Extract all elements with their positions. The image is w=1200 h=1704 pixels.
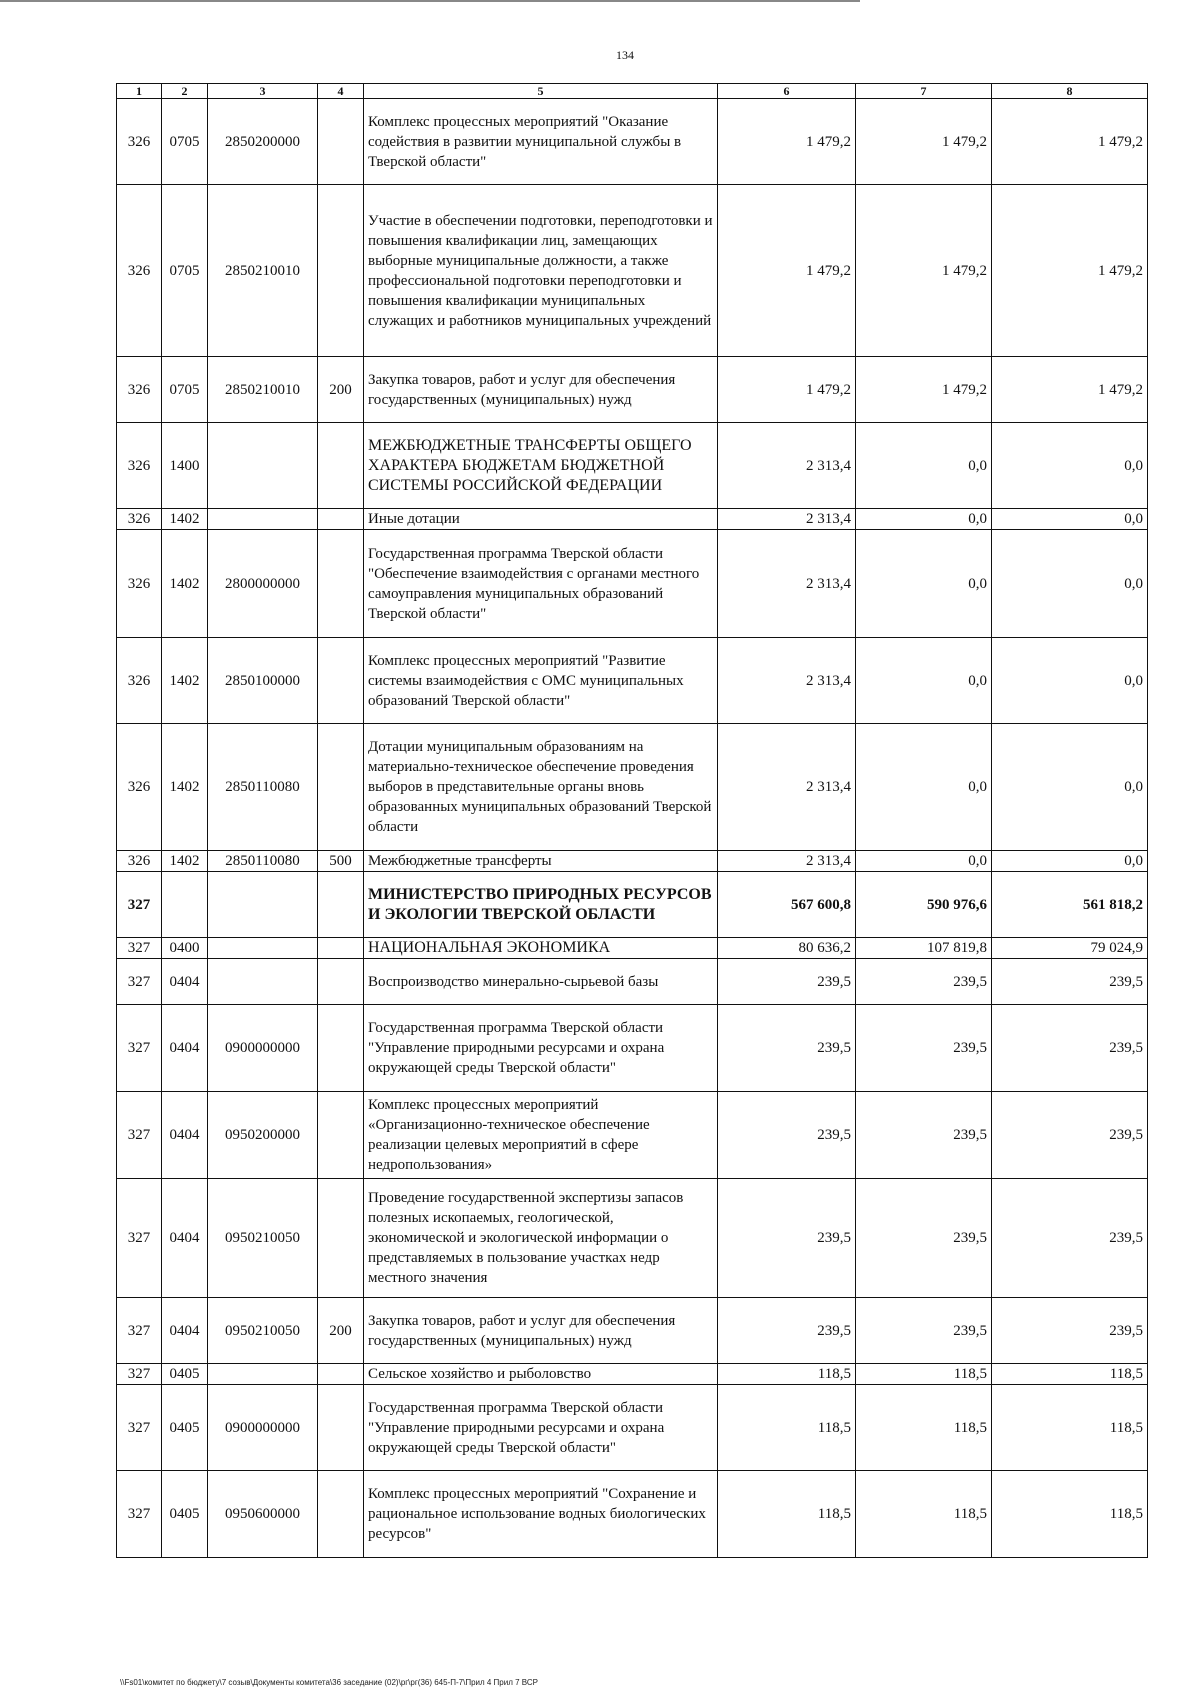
cell-target-code: 0950200000 — [208, 1092, 318, 1179]
cell-section-code: 0405 — [162, 1471, 208, 1558]
cell-expense-type — [318, 423, 364, 509]
cell-amount-1: 118,5 — [718, 1385, 856, 1471]
table-row — [117, 185, 1148, 357]
cell-section-code: 1402 — [162, 530, 208, 638]
cell-expense-type: 200 — [318, 357, 364, 423]
cell-admin-code: 327 — [117, 938, 162, 959]
cell-amount-1: 239,5 — [718, 1092, 856, 1179]
cell-amount-2: 1 479,2 — [856, 99, 992, 185]
header-cell: 6 — [718, 84, 856, 99]
cell-description: Закупка товаров, работ и услуг для обеспечения государственных (муниципальных) нужд — [364, 357, 718, 423]
cell-admin-code: 326 — [117, 638, 162, 724]
table-row — [117, 938, 1148, 959]
cell-amount-2: 0,0 — [856, 423, 992, 509]
cell-target-code: 2850110080 — [208, 851, 318, 872]
cell-amount-2: 118,5 — [856, 1471, 992, 1558]
cell-expense-type — [318, 1385, 364, 1471]
cell-description: Иные дотации — [364, 509, 718, 530]
header-cell: 8 — [992, 84, 1148, 99]
table-row — [117, 509, 1148, 530]
cell-description: Проведение государственной экспертизы запасов полезных ископаемых, геологической, экономической и экологической информации о представляемых в пользование участках недр местного значения — [364, 1179, 718, 1298]
cell-amount-2: 118,5 — [856, 1364, 992, 1385]
cell-description: Сельское хозяйство и рыболовство — [364, 1364, 718, 1385]
cell-expense-type — [318, 530, 364, 638]
cell-admin-code: 327 — [117, 1385, 162, 1471]
cell-amount-1: 1 479,2 — [718, 357, 856, 423]
cell-description: МИНИСТЕРСТВО ПРИРОДНЫХ РЕСУРСОВ И ЭКОЛОГИИ ТВЕРСКОЙ ОБЛАСТИ — [364, 872, 718, 938]
cell-amount-3: 239,5 — [992, 1179, 1148, 1298]
cell-amount-2: 107 819,8 — [856, 938, 992, 959]
cell-description: Дотации муниципальным образованиям на материально-техническое обеспечение проведения выборов в представительные органы вновь образованных муниципальных образований Тверской области — [364, 724, 718, 851]
cell-target-code — [208, 509, 318, 530]
table-row — [117, 1471, 1148, 1558]
cell-expense-type — [318, 959, 364, 1005]
cell-target-code: 2850200000 — [208, 99, 318, 185]
cell-expense-type: 500 — [318, 851, 364, 872]
cell-admin-code: 327 — [117, 1298, 162, 1364]
cell-expense-type: 200 — [318, 1298, 364, 1364]
cell-description: Комплекс процессных мероприятий "Развитие системы взаимодействия с ОМС муниципальных образований Тверской области" — [364, 638, 718, 724]
cell-admin-code: 327 — [117, 1364, 162, 1385]
cell-amount-2: 239,5 — [856, 1179, 992, 1298]
cell-description: Комплекс процессных мероприятий "Сохранение и рациональное использование водных биологических ресурсов" — [364, 1471, 718, 1558]
cell-amount-3: 239,5 — [992, 1005, 1148, 1092]
cell-section-code: 0705 — [162, 99, 208, 185]
cell-amount-2: 590 976,6 — [856, 872, 992, 938]
table-row — [117, 959, 1148, 1005]
cell-target-code — [208, 938, 318, 959]
page-number: 134 — [616, 48, 634, 62]
cell-amount-2: 0,0 — [856, 851, 992, 872]
cell-section-code: 0404 — [162, 959, 208, 1005]
cell-section-code: 1400 — [162, 423, 208, 509]
table-row — [117, 99, 1148, 185]
cell-target-code: 2850210010 — [208, 185, 318, 357]
cell-target-code: 2850210010 — [208, 357, 318, 423]
cell-admin-code: 326 — [117, 423, 162, 509]
cell-description: Межбюджетные трансферты — [364, 851, 718, 872]
cell-amount-1: 239,5 — [718, 1298, 856, 1364]
cell-amount-1: 2 313,4 — [718, 851, 856, 872]
cell-expense-type — [318, 724, 364, 851]
cell-expense-type — [318, 938, 364, 959]
cell-amount-2: 118,5 — [856, 1385, 992, 1471]
cell-section-code: 0400 — [162, 938, 208, 959]
header-cell: 4 — [318, 84, 364, 99]
cell-section-code: 1402 — [162, 509, 208, 530]
cell-amount-1: 118,5 — [718, 1364, 856, 1385]
cell-section-code: 0404 — [162, 1005, 208, 1092]
scan-edge-line — [0, 0, 860, 2]
cell-amount-2: 1 479,2 — [856, 185, 992, 357]
cell-expense-type — [318, 1092, 364, 1179]
cell-target-code: 2850110080 — [208, 724, 318, 851]
table-row — [117, 1385, 1148, 1471]
cell-expense-type — [318, 1179, 364, 1298]
cell-description: Государственная программа Тверской области "Управление природными ресурсами и охрана окружающей среды Тверской области" — [364, 1385, 718, 1471]
table-row — [117, 1364, 1148, 1385]
cell-admin-code: 327 — [117, 1179, 162, 1298]
cell-amount-3: 0,0 — [992, 423, 1148, 509]
table-row — [117, 1092, 1148, 1179]
table-row — [117, 423, 1148, 509]
cell-amount-1: 239,5 — [718, 1179, 856, 1298]
cell-amount-1: 239,5 — [718, 1005, 856, 1092]
table-row — [117, 724, 1148, 851]
cell-target-code: 2800000000 — [208, 530, 318, 638]
cell-description: НАЦИОНАЛЬНАЯ ЭКОНОМИКА — [364, 938, 718, 959]
table-row — [117, 872, 1148, 938]
cell-amount-3: 118,5 — [992, 1385, 1148, 1471]
cell-amount-3: 118,5 — [992, 1364, 1148, 1385]
cell-amount-2: 0,0 — [856, 509, 992, 530]
cell-admin-code: 326 — [117, 509, 162, 530]
cell-admin-code: 326 — [117, 357, 162, 423]
cell-amount-3: 239,5 — [992, 1092, 1148, 1179]
cell-description: Закупка товаров, работ и услуг для обеспечения государственных (муниципальных) нужд — [364, 1298, 718, 1364]
budget-table — [116, 83, 1148, 1558]
cell-section-code: 1402 — [162, 638, 208, 724]
cell-target-code — [208, 959, 318, 1005]
cell-expense-type — [318, 1471, 364, 1558]
cell-expense-type — [318, 1364, 364, 1385]
table-row — [117, 638, 1148, 724]
cell-amount-3: 0,0 — [992, 530, 1148, 638]
cell-expense-type — [318, 872, 364, 938]
cell-amount-3: 239,5 — [992, 959, 1148, 1005]
cell-target-code: 2850100000 — [208, 638, 318, 724]
cell-description: Государственная программа Тверской области "Обеспечение взаимодействия с органами местного самоуправления муниципальных образований Тверской области" — [364, 530, 718, 638]
table-row — [117, 851, 1148, 872]
cell-amount-3: 1 479,2 — [992, 185, 1148, 357]
cell-section-code — [162, 872, 208, 938]
cell-section-code: 0705 — [162, 357, 208, 423]
cell-description: Государственная программа Тверской области "Управление природными ресурсами и охрана окружающей среды Тверской области" — [364, 1005, 718, 1092]
cell-amount-1: 118,5 — [718, 1471, 856, 1558]
cell-amount-1: 80 636,2 — [718, 938, 856, 959]
cell-target-code — [208, 1364, 318, 1385]
cell-description: Участие в обеспечении подготовки, переподготовки и повышения квалификации лиц, замещающих выборные муниципальные должности, а также профессиональной подготовки переподготовки и повышения квалификации муниципальных служащих и работников муниципальных учреждений — [364, 185, 718, 357]
cell-amount-2: 239,5 — [856, 959, 992, 1005]
header-cell: 7 — [856, 84, 992, 99]
cell-admin-code: 327 — [117, 959, 162, 1005]
cell-section-code: 1402 — [162, 851, 208, 872]
cell-section-code: 1402 — [162, 724, 208, 851]
cell-amount-2: 0,0 — [856, 724, 992, 851]
cell-description: МЕЖБЮДЖЕТНЫЕ ТРАНСФЕРТЫ ОБЩЕГО ХАРАКТЕРА БЮДЖЕТАМ БЮДЖЕТНОЙ СИСТЕМЫ РОССИЙСКОЙ ФЕДЕРАЦИИ — [364, 423, 718, 509]
cell-expense-type — [318, 1005, 364, 1092]
cell-amount-3: 0,0 — [992, 509, 1148, 530]
cell-expense-type — [318, 99, 364, 185]
cell-amount-2: 239,5 — [856, 1298, 992, 1364]
cell-expense-type — [318, 509, 364, 530]
cell-amount-3: 1 479,2 — [992, 99, 1148, 185]
table-row — [117, 530, 1148, 638]
header-cell: 5 — [364, 84, 718, 99]
table-row — [117, 1179, 1148, 1298]
cell-amount-1: 2 313,4 — [718, 638, 856, 724]
cell-amount-2: 0,0 — [856, 530, 992, 638]
cell-amount-3: 0,0 — [992, 638, 1148, 724]
cell-amount-1: 2 313,4 — [718, 724, 856, 851]
cell-section-code: 0404 — [162, 1298, 208, 1364]
cell-expense-type — [318, 185, 364, 357]
header-cell: 2 — [162, 84, 208, 99]
cell-amount-3: 118,5 — [992, 1471, 1148, 1558]
cell-amount-3: 0,0 — [992, 851, 1148, 872]
cell-description: Комплекс процессных мероприятий «Организационно-техническое обеспечение реализации целевых мероприятий в сфере недропользования» — [364, 1092, 718, 1179]
cell-admin-code: 326 — [117, 724, 162, 851]
cell-admin-code: 326 — [117, 851, 162, 872]
cell-expense-type — [318, 638, 364, 724]
cell-description: Воспроизводство минерально-сырьевой базы — [364, 959, 718, 1005]
cell-admin-code: 327 — [117, 872, 162, 938]
file-path-footer: \\Fs01\комитет по бюджету\7 созыв\Документы комитета\36 заседание (02)\рг\рг(36) 645-П-7\Прил 4 Прил 7 ВСР — [120, 1678, 538, 1687]
cell-target-code: 0950210050 — [208, 1179, 318, 1298]
header-cell: 3 — [208, 84, 318, 99]
cell-amount-3: 239,5 — [992, 1298, 1148, 1364]
table-header-row — [117, 84, 1148, 99]
table-row — [117, 357, 1148, 423]
cell-target-code: 0950600000 — [208, 1471, 318, 1558]
cell-admin-code: 326 — [117, 530, 162, 638]
cell-amount-1: 2 313,4 — [718, 509, 856, 530]
cell-amount-3: 561 818,2 — [992, 872, 1148, 938]
cell-amount-2: 239,5 — [856, 1005, 992, 1092]
cell-admin-code: 326 — [117, 185, 162, 357]
cell-amount-1: 1 479,2 — [718, 185, 856, 357]
cell-admin-code: 327 — [117, 1092, 162, 1179]
cell-section-code: 0705 — [162, 185, 208, 357]
cell-amount-1: 239,5 — [718, 959, 856, 1005]
cell-target-code — [208, 423, 318, 509]
cell-amount-1: 2 313,4 — [718, 423, 856, 509]
table-row — [117, 1298, 1148, 1364]
cell-target-code — [208, 872, 318, 938]
cell-description: Комплекс процессных мероприятий "Оказание содействия в развитии муниципальной службы в Тверской области" — [364, 99, 718, 185]
cell-amount-3: 0,0 — [992, 724, 1148, 851]
cell-admin-code: 326 — [117, 99, 162, 185]
cell-amount-3: 79 024,9 — [992, 938, 1148, 959]
cell-amount-2: 0,0 — [856, 638, 992, 724]
cell-section-code: 0404 — [162, 1179, 208, 1298]
cell-amount-1: 567 600,8 — [718, 872, 856, 938]
cell-target-code: 0950210050 — [208, 1298, 318, 1364]
cell-target-code: 0900000000 — [208, 1385, 318, 1471]
cell-amount-1: 1 479,2 — [718, 99, 856, 185]
cell-admin-code: 327 — [117, 1005, 162, 1092]
table-row — [117, 1005, 1148, 1092]
cell-target-code: 0900000000 — [208, 1005, 318, 1092]
cell-admin-code: 327 — [117, 1471, 162, 1558]
cell-amount-3: 1 479,2 — [992, 357, 1148, 423]
cell-amount-2: 1 479,2 — [856, 357, 992, 423]
cell-section-code: 0405 — [162, 1385, 208, 1471]
cell-amount-1: 2 313,4 — [718, 530, 856, 638]
cell-section-code: 0405 — [162, 1364, 208, 1385]
header-cell: 1 — [117, 84, 162, 99]
cell-amount-2: 239,5 — [856, 1092, 992, 1179]
cell-section-code: 0404 — [162, 1092, 208, 1179]
